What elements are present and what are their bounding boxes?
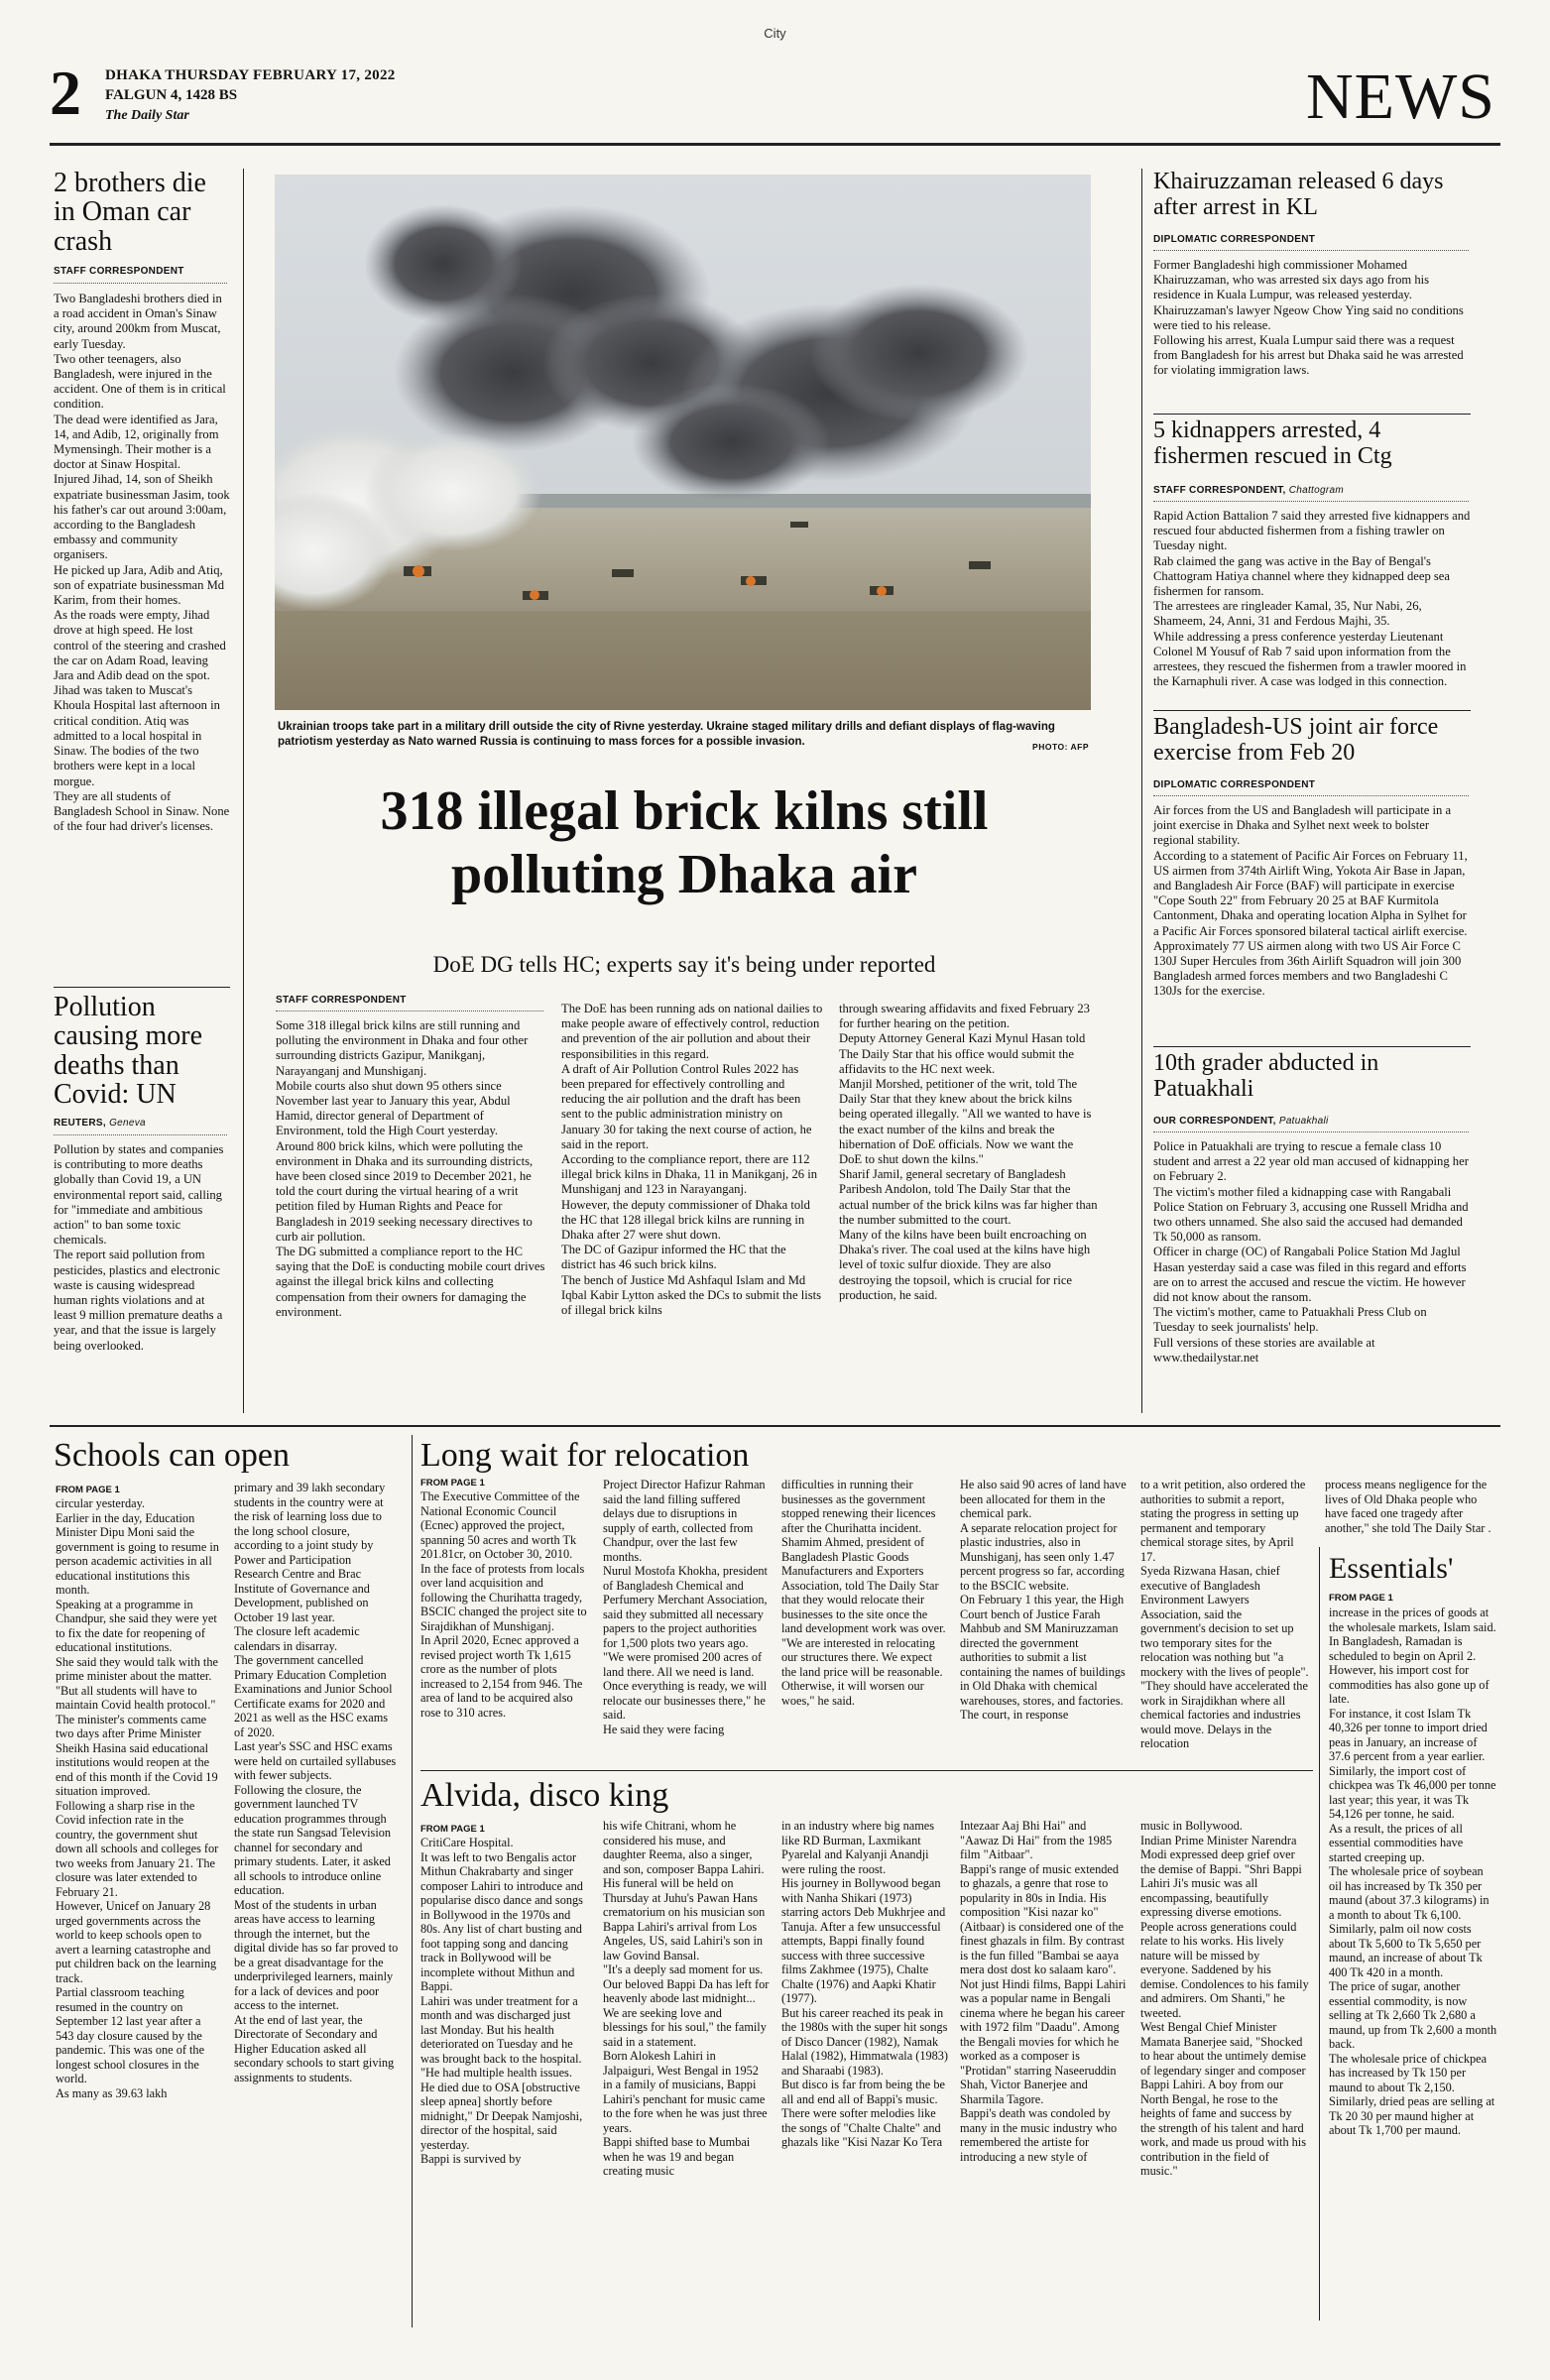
disco-col1: CritiCare Hospital. It was left to two Bengalis actor Mithun Chakrabarty and singer composer Lahiri to introduce and popularise disco dance and songs in Bollywood in the 1970s and 80s. Any list of chart busting and foot tapping song and dancing track in Bollywood will be incomplete without Mithun and Bappi. Lahiri was under treatment for a month and was discharged just last Monday. But his health deteriorated on Tuesday and he was brought back to the hospital. "He had multiple health issues. He died due to OSA [obstructive sleep apnea] shortly before midnight," Dr Deepak Namjoshi, director of the hospital, said yesterday. Bappi is survived by bbox=[420, 1836, 583, 2166]
relocation-headline: Long wait for relocation bbox=[420, 1437, 750, 1474]
relocation-col2: Project Director Hafizur Rahman said the land filling suffered delays due to disruptions in supply of earth, collected from Chandpur, over the last few months. Nurul Mostofa Khokha, president of Bangladesh Chemical and Perfumery Merchant Association, said they submitted all necessary papers to the project authorities for 1,500 plots two years ago. "We were promised 200 acres of land there. All we need is land. Once everything is ready, we will relocate our businesses there," he said. He said they were facing bbox=[603, 1478, 768, 1736]
airforce-body: Air forces from the US and Bangladesh will participate in a joint exercise in Dhaka and Sylhet next week to bolster regional stability. According to a statement of Pacific Air Forces on February 11, US airmen from 374th Airlift Wing, Yokota Air Base in Japan, and Bangladesh Air Force (BAF) will participate in exercise "Cope South 22" from February 20 25 at BAF Kurmitola Cantonment, Dhaka and operating location Alpha in Sylhet for a Pacific Air Forces sponsored bilateral tactical airlift exercise. Approximately 77 US airmen along with two US Air Force C 130J Super Hercules from 36th Airlift Squadron will join 300 Bangladesh armed forces members and two Bangladeshi C 130Js for the exercise. bbox=[1153, 803, 1468, 999]
kidnappers-byline-rule bbox=[1153, 501, 1469, 502]
disco-col5: music in Bollywood. Indian Prime Minister Narendra Modi expressed deep grief over the demise of Bappi. "Shri Bappi Lahiri Ji's music was all encompassing, beautifully expressing diverse emotions. People across generations could relate to his works. His lively nature will be missed by everyone. Saddened by his demise. Condolences to his family and admirers. Om Shanti," he tweeted. West Bengal Chief Minister Mamata Banerjee said, "Shocked to hear about the untimely demise of legendary singer and composer Bappi Lahiri. A boy from our North Bengal, he rose to the heights of fame and success by the strength of his talent and hard work, and made us proud with his contribution in the field of music." bbox=[1140, 1819, 1309, 2178]
oman-divider bbox=[54, 987, 230, 988]
news-photo bbox=[275, 175, 1091, 710]
pollution-byline bbox=[54, 1118, 146, 1129]
kidnappers-byline-place: Chattogram bbox=[1288, 485, 1344, 496]
relocation-col6: process means negligence for the lives of Old Dhaka people who have faced one tragedy after another," she told The Daily Star . bbox=[1325, 1478, 1491, 1535]
lower-section-rule bbox=[50, 1425, 1500, 1427]
schools-divider bbox=[412, 1435, 413, 2327]
khairuzzaman-body: Former Bangladeshi high commissioner Mohamed Khairuzzaman, who was arrested six days ago from his residence in Kuala Lumpur, was released yesterday. Khairuzzaman's lawyer Ngeow Chow Ying said no conditions were tied to his release. Following his arrest, Kuala Lumpur said there was a request from Bangladesh for his arrest but Dhaka said he was arrested for violating immigration laws. bbox=[1153, 258, 1464, 378]
grader-body: Police in Patuakhali are trying to rescue a female class 10 student and arrest a 22 year old man accused of kidnapping her on February 2. The victim's mother filed a kidnapping case with Rangabali Police Station on February 3, accusing one Russell Mridha and two others unnamed. She also said the accused had demanded Tk 50,000 as ransom. Officer in charge (OC) of Rangabali Police Station Md Jaglul Hasan yesterday said a case was filed in this regard and efforts are on to arrest the accused and rescue the victim. He however did not know about the ransom. The victim's mother, came to Patuakhali Press Club on Tuesday to seek journalists' help. Full versions of these stories are available at www.thedailystar.net bbox=[1153, 1139, 1469, 1365]
kilns-col2: The DoE has been running ads on national dailies to make people aware of effectively control, reduction and prevention of the air pollution and about their responsibilities in this regard. A draft of Air Pollution Control Rules 2022 has been prepared for effectively controlling and reducing the air pollution and the draft has been sent to the public administration ministry on January 30 for taking the next course of action, he said in the report. According to the compliance report, there are 112 illegal brick kilns in Dhaka, 11 in Manikganj, 26 in Munshiganj and 123 in Narayanganj. However, the deputy commissioner of Dhaka told the HC that 128 illegal brick kilns are running in Dhaka after 27 were shut down. The DC of Gazipur informed the HC that the district has 46 such brick kilns. The bench of Justice Md Ashfaqul Islam and Md Iqbal Kabir Lytton asked the DCs to submit the lists of illegal brick kilns bbox=[561, 1002, 823, 1318]
kidnappers-byline bbox=[1153, 485, 1344, 496]
kidnappers-body: Rapid Action Battalion 7 said they arrested five kidnappers and rescued four abducted fishermen from a fishing trawler on Tuesday night. Rab claimed the gang was active in the Bay of Bengal's Chattogram Hatiya channel where they kidnapped deep sea fishermen for ransom. The arrestees are ringleader Kamal, 35, Nur Nabi, 26, Shameem, 24, Anni, 31 and Ferdous Majhi, 35. While addressing a press conference yesterday Lieutenant Colonel M Yousuf of Rab 7 said upon information from the arrestees, they rescued the fishermen from a trawler moored in the Karnaphuli river. A case was lodged in this connection. bbox=[1153, 509, 1471, 689]
paper-logo: The Daily Star bbox=[105, 108, 189, 123]
page-number: 2 bbox=[50, 58, 81, 128]
relocation-divider bbox=[420, 1770, 1313, 1771]
relocation-from-page: FROM PAGE 1 bbox=[420, 1478, 485, 1488]
disco-col4: Intezaar Aaj Bhi Hai" and "Aawaz Di Hai" from the 1985 film "Aitbaar". Bappi's range of music extended to ghazals, a genre that rose to popularity in 80s in India. His composition "Kisi nazar ko" (Aitbaar) is considered one of the finest ghazals in film. By contrast is the fun filled "Bambai se aaya mera dost dost ko salaam karo". Not just Hindi films, Bappi Lahiri was a popular name in Bengali cinema where he began his career with 1972 film "Daadu". Among the Bengali movies for which he worked as a composer is "Protidan" starring Naseeruddin Shah, Victor Banerjee and Sharmila Tagore. Bappi's death was condoled by many in the music industry who remembered the artiste for introducing a new style of bbox=[960, 1819, 1127, 2164]
disco-headline: Alvida, disco king bbox=[420, 1777, 669, 1814]
oman-body: Two Bangladeshi brothers died in a road accident in Oman's Sinaw city, around 200km from Muscat, early Tuesday. Two other teenagers, also Bangladesh, were injured in the accident. One of them is in critical condition. The dead were identified as Jara, 14, and Adib, 12, originally from Mymensingh. Their mother is a doctor at Sinaw Hospital. Injured Jihad, 14, son of Sheikh expatriate businessman Jasim, took his father's car out around 3:00am, according to the Bangladesh embassy and community organisers. He picked up Jara, Adib and Atiq, son of expatriate businessman Md Karim, from their homes. As the roads were empty, Jihad drove at high speed. He lost control of the steering and crashed the car on Adam Road, leaving Jara and Adib dead on the spot. Jihad was taken to Muscat's Khoula Hospital last afternoon in critical condition. Atiq was admitted to a local hospital in Sinaw. The bodies of the two brothers were kept in a local morgue. They are all students of Bangladesh School in Sinaw. None of the four had driver's licenses. bbox=[54, 292, 230, 834]
photo-credit: PHOTO: AFP bbox=[1032, 742, 1089, 752]
essentials-from-page: FROM PAGE 1 bbox=[1329, 1593, 1393, 1604]
khairuzzaman-byline: DIPLOMATIC CORRESPONDENT bbox=[1153, 234, 1316, 245]
oman-byline-rule bbox=[54, 283, 227, 284]
section-label: City bbox=[764, 26, 786, 41]
masthead-rule bbox=[50, 143, 1500, 146]
pollution-byline-rule bbox=[54, 1134, 227, 1135]
kidnappers-headline: 5 kidnappers arrested, 4 fishermen rescued in Ctg bbox=[1153, 417, 1392, 469]
schools-headline: Schools can open bbox=[54, 1437, 290, 1474]
grader-byline bbox=[1153, 1116, 1329, 1127]
oman-byline: STAFF CORRESPONDENT bbox=[54, 266, 184, 277]
grader-byline-rule bbox=[1153, 1131, 1469, 1132]
essentials-body: increase in the prices of goods at the wholesale markets, Islam said. In Bangladesh, Ramadan is scheduled to begin on April 2. However, his import cost for commodities has also gone up of late. For instance, it cost Islam Tk 40,326 per tonne to import dried peas in January, an increase of 37.6 percent from a year earlier. Similarly, the import cost of chickpea was Tk 46,000 per tonne last year; this year, it was Tk 54,126 per tonne, he said. As a result, the prices of all essential commodities have started creeping up. The wholesale price of soybean oil has increased by Tk 350 per maund (about 37.3 kilograms) in a month to about Tk 6,100. Similarly, palm oil now costs about Tk 5,600 to Tk 5,650 per maund, an increase of about Tk 400 Tk 420 in a month. The price of sugar, another essential commodity, is now selling at Tk 2,660 Tk 2,680 a maund, up from Tk 2,600 a month back. The wholesale price of chickpea has increased by Tk 150 per maund to about Tk 2,150. Similarly, dried peas are selling at Tk 20 30 per maund higher at about Tk 1,700 per maund. bbox=[1329, 1606, 1497, 2137]
grader-byline-place: Patuakhali bbox=[1278, 1116, 1329, 1127]
relocation-col3: difficulties in running their businesses as the government stopped renewing their licences after the Churihatta incident. Shamim Ahmed, president of Bangladesh Plastic Goods Manufacturers and Exporters Association, told The Daily Star that they would relocate their businesses to the site once the land development work was over. "We are interested in relocating our structures there. We expect the land price will be reasonable. Otherwise, it will worsen our woes," he said. bbox=[781, 1478, 946, 1708]
kilns-headline: 318 illegal brick kilns still polluting Dhaka air bbox=[380, 780, 989, 905]
airforce-byline-rule bbox=[1153, 795, 1469, 796]
kilns-byline: STAFF CORRESPONDENT bbox=[276, 995, 407, 1006]
disco-col2: his wife Chitrani, whom he considered his muse, and daughter Reema, also a singer, and son, composer Bappa Lahiri. His funeral will be held on Thursday at Juhu's Pawan Hans crematorium on his musician son Bappa Lahiri's arrival from Los Angeles, US, said Lahiri's son in law Govind Bansal. "It's a deeply sad moment for us. Our beloved Bappi Da has left for heavenly abode last midnight... We are seeking love and blessings for his soul," the family said in a statement. Born Alokesh Lahiri in Jalpaiguri, West Bengal in 1952 in a family of musicians, Bappi Lahiri's penchant for music came to the fore when he was just three years. Bappi shifted base to Mumbai when he was 19 and began creating music bbox=[603, 1819, 770, 2178]
essentials-headline: Essentials' bbox=[1329, 1552, 1454, 1585]
relocation-col4: He also said 90 acres of land have been allocated for them in the chemical park. A separate relocation project for plastic industries, also in Munshiganj, has seen only 1.47 percent progress so far, according to the BSCIC website. On February 1 this year, the High Court bench of Justice Farah Mahbub and SM Maniruzzaman directed the government authorities to submit a list containing the names of buildings in Old Dhaka with chemical warehouses, stores, and factories. The court, in response bbox=[960, 1478, 1127, 1722]
schools-col1: circular yesterday. Earlier in the day, Education Minister Dipu Moni said the government is going to resume in person academic activities in all educational institutions this month. Speaking at a programme in Chandpur, she said they were yet to fix the date for reopening of educational institutions. She said they would talk with the prime minister about the matter. "But all students will have to maintain Covid health protocol." The minister's comments came two days after Prime Minister Sheikh Hasina said educational institutions would reopen at the end of this month if the Covid 19 situation improved. Following a sharp rise in the Covid infection rate in the country, the government shut down all schools and colleges for two weeks from January 21. The closure was later extended to February 21. However, Unicef on January 28 urged governments across the world to keep schools open to avert a learning catastrophe and put children back on the learning track. Partial classroom teaching resumed in the country on September 12 last year after a 543 day closure caused by the pandemic. This was one of the longest school closures in the world. As many as 39.63 lakh bbox=[56, 1496, 219, 2100]
schools-col2: primary and 39 lakh secondary students in the country were at the risk of learning loss due to the long school closure, according to a joint study by Power and Participation Research Centre and Brac Institute of Governance and Development, published on October 19 last year. The closure left academic calendars in disarray. The government cancelled Primary Education Completion Examinations and Junior School Certificate exams for 2020 and 2021 as well as the HSC exams of 2020. Last year's SSC and HSC exams were held on curtailed syllabuses with fewer subjects. Following the closure, the government launched TV education programmes through the state run Sangsad Television channel for secondary and primary students. Later, it asked all schools to introduce online education. Most of the students in urban areas have access to learning through the internet, but the digital divide has so far proved to be a great disadvantage for the underprivileged learners, mainly for a lack of devices and poor access to the internet. At the end of last year, the Directorate of Secondary and Higher Education asked all secondary schools to start giving assignments to students. bbox=[234, 1481, 399, 2084]
airforce-byline: DIPLOMATIC CORRESPONDENT bbox=[1153, 779, 1316, 790]
essentials-divider bbox=[1319, 1547, 1320, 2320]
right-column-rule bbox=[1141, 169, 1142, 1413]
date-line: DHAKA THURSDAY FEBRUARY 17, 2022 bbox=[105, 67, 396, 83]
section-title: NEWS bbox=[1306, 60, 1495, 133]
grader-byline-source: OUR CORRESPONDENT, bbox=[1153, 1116, 1276, 1127]
grader-headline: 10th grader abducted in Patuakhali bbox=[1153, 1050, 1379, 1102]
relocation-col1: The Executive Committee of the National Economic Council (Ecnec) approved the project, spanning 50 acres and worth Tk 201.81cr, on October 30, 2010. In the face of protests from locals over land acquisition and following the Churihatta tragedy, BSCIC changed the project site to Sirajdikhan of Munshiganj. In April 2020, Ecnec approved a revised project worth Tk 1,615 crore as the number of plots increased to 2,154 from 946. The area of land to be acquired also rose to 310 acres. bbox=[420, 1489, 587, 1720]
kilns-byline-rule bbox=[276, 1011, 543, 1012]
khairuzzaman-byline-rule bbox=[1153, 250, 1469, 251]
kilns-subheadline: DoE DG tells HC; experts say it's being under reported bbox=[432, 952, 936, 977]
schools-from-page: FROM PAGE 1 bbox=[56, 1485, 120, 1495]
kidnappers-byline-source: STAFF CORRESPONDENT, bbox=[1153, 485, 1286, 496]
disco-from-page: FROM PAGE 1 bbox=[420, 1824, 485, 1835]
khairuzzaman-divider bbox=[1153, 414, 1471, 415]
kilns-col3: through swearing affidavits and fixed February 23 for further hearing on the petition. Deputy Attorney General Kazi Mynul Hasan told The Daily Star that his office would submit the affidavits to the HC next week. Manjil Morshed, petitioner of the writ, told The Daily Star that they knew about the brick kilns being operated illegally. "All we wanted to have is the exact number of the kilns and break the hibernation of DoE officials. Now we want the DoE to shut down the kilns." Sharif Jamil, general secretary of Bangladesh Paribesh Andolon, told The Daily Star that the actual number of the brick kilns was far higher than the number submitted to the court. Many of the kilns have been built encroaching on Dhaka's river. The coal used at the kilns have high level of toxic sulfur dioxide. They are also destroying the topsoil, which is crucial for rice production, he said. bbox=[839, 1002, 1098, 1302]
pollution-byline-place: Geneva bbox=[109, 1118, 146, 1129]
relocation-col5: to a writ petition, also ordered the authorities to submit a report, stating the progress in setting up permanent and temporary chemical storage sites, by April 17. Syeda Rizwana Hasan, chief executive of Bangladesh Environment Lawyers Association, said the government's decision to set up two temporary sites for the relocation was nothing but "a mockery with the lives of people". "They should have accelerated the work in Sirajdikhan where all chemical factories and industries would move. Delays in the relocation bbox=[1140, 1478, 1309, 1750]
pollution-headline: Pollution causing more deaths than Covid: UN bbox=[54, 992, 203, 1111]
pollution-body: Pollution by states and companies is contributing to more deaths globally than Covid 19, a UN environmental report said, calling for "immediate and ambitious action" to ban some toxic chemicals. The report said pollution from pesticides, plastics and electronic waste is causing widespread human rights violations and at least 9 million premature deaths a year, and that the issue is largely being overlooked. bbox=[54, 1142, 224, 1353]
pollution-byline-source: REUTERS, bbox=[54, 1118, 106, 1129]
khairuzzaman-headline: Khairuzzaman released 6 days after arrest in KL bbox=[1153, 169, 1444, 220]
military-drill-photo-svg bbox=[275, 175, 1091, 710]
kidnappers-divider bbox=[1153, 710, 1471, 711]
airforce-headline: Bangladesh-US joint air force exercise from Feb 20 bbox=[1153, 714, 1439, 766]
oman-headline: 2 brothers die in Oman car crash bbox=[54, 168, 206, 257]
airforce-divider bbox=[1153, 1046, 1471, 1047]
photo-caption: Ukrainian troops take part in a military drill outside the city of Rivne yesterday. Ukraine staged military drills and defiant displays of flag-waving patriotism yesterday as Nato warned Russia is continuing to mass forces for a possible invasion. bbox=[278, 721, 1055, 748]
disco-col3: in an industry where big names like RD Burman, Laxmikant Pyarelal and Kalyanji Anandji were ruling the roost. His journey in Bollywood began with Nanha Shikari (1973) starring actors Deb Mukhrjee and Tanuja. After a few unsuccessful attempts, Bappi finally found success with three successive films Zakhmee (1975), Chalte Chalte (1976) and Aapki Khatir (1977). But his career reached its peak in the 1980s with the super hit songs of Disco Dancer (1982), Namak Halal (1982), Himmatwala (1983) and Sharaabi (1983). But disco is far from being the be all and end all of Bappi's music. There were softer melodies like the songs of "Chalte Chalte" and ghazals like "Kisi Nazar Ko Tera bbox=[781, 1819, 949, 2149]
left-column-rule bbox=[243, 169, 244, 1413]
kilns-col1: Some 318 illegal brick kilns are still running and polluting the environment in Dhaka and four other surrounding districts Gazipur, Manikganj, Narayanganj and Munshiganj. Mobile courts also shut down 95 others since November last year to January this year, Abdul Hamid, director general of Department of Environment, told the High Court yesterday. Around 800 brick kilns, which were polluting the environment in Dhaka and its surrounding districts, have been closed since 2019 to December 2021, he told the court during the virtual hearing of a writ petition filed by Human Rights and Peace for Bangladesh in 2019 seeking necessary directives to curb air pollution. The DG submitted a compliance report to the HC saying that the DoE is conducting mobile court drives against the illegal brick kilns and collecting compensation from their owners for damaging the environment. bbox=[276, 1018, 545, 1319]
falgun-line: FALGUN 4, 1428 BS bbox=[105, 87, 238, 103]
